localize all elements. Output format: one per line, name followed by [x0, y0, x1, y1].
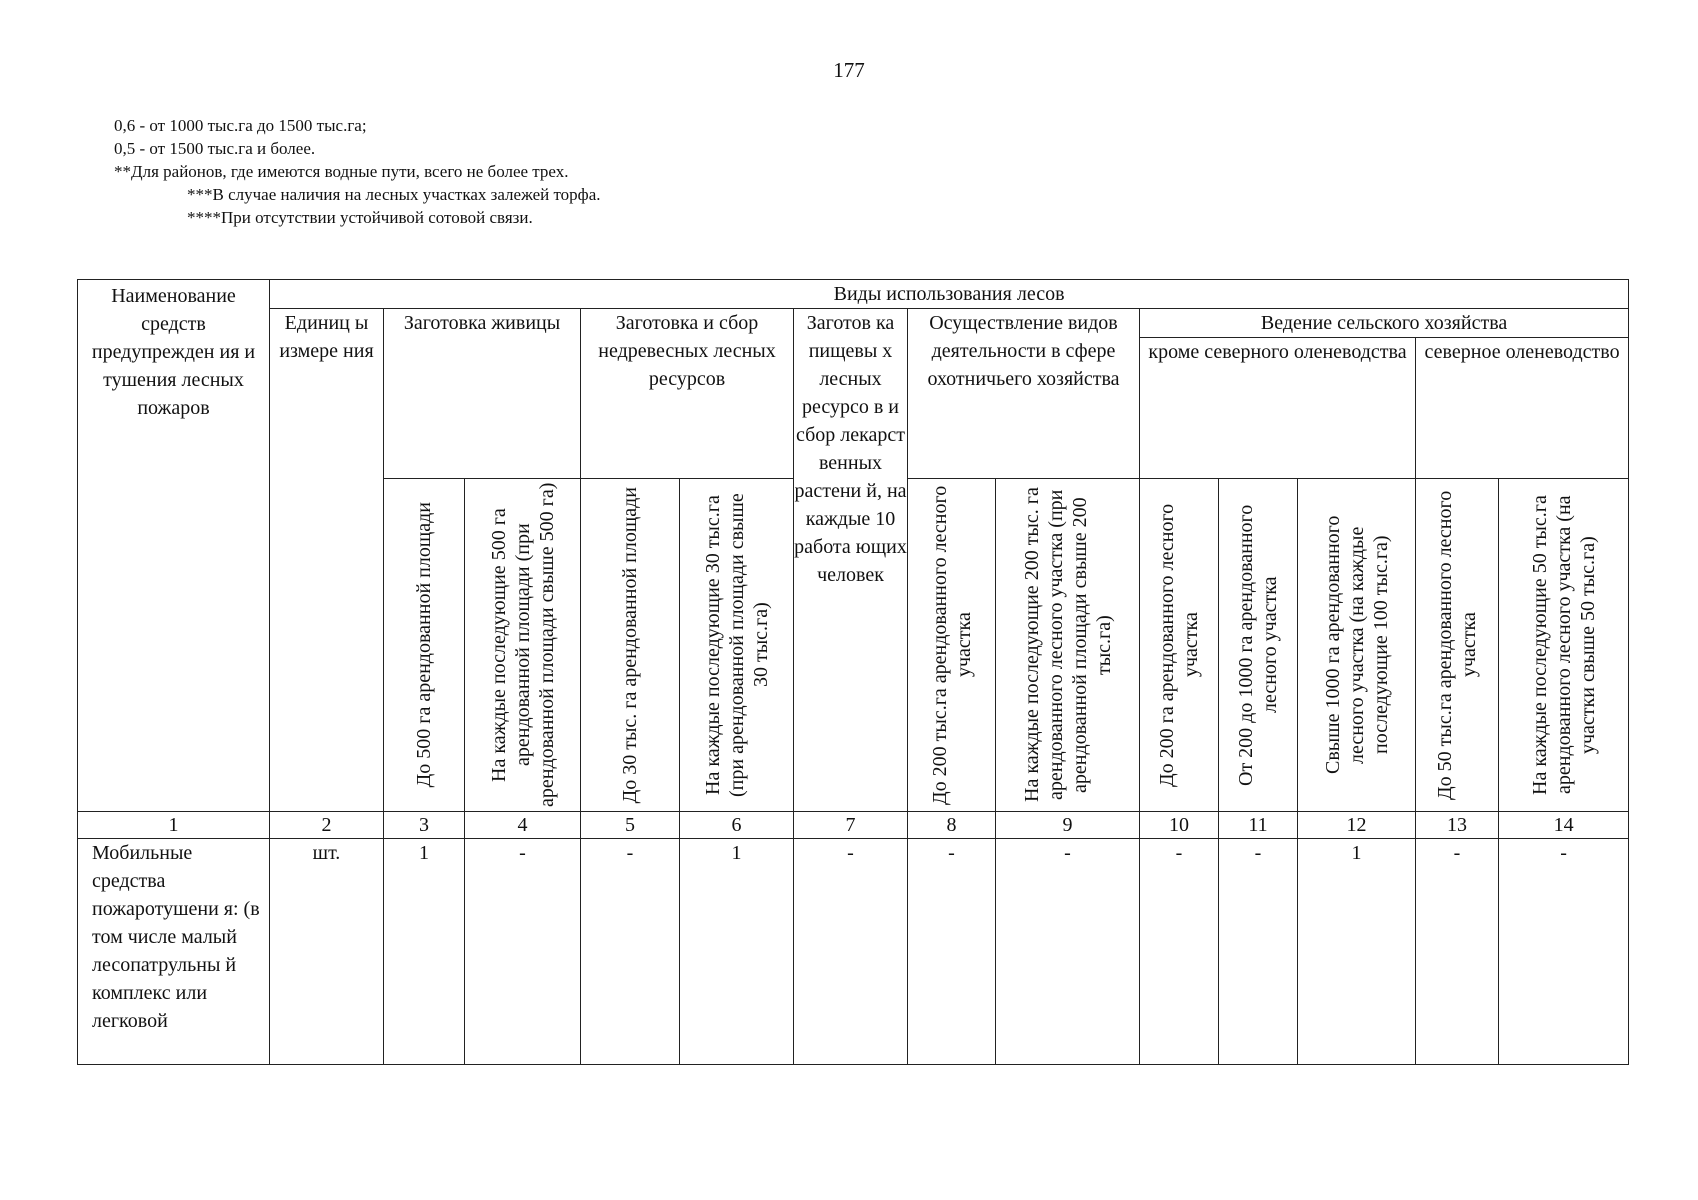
value-cell: 1 [384, 839, 465, 1065]
value-cell: - [908, 839, 996, 1065]
value-cell: - [1140, 839, 1219, 1065]
value-cell: - [581, 839, 680, 1065]
subheader-col-14: На каждые последующие 50 тыс.га арендованного лесного участка (на участки свыше 50 тыс.га) [1499, 479, 1629, 812]
page-number: 177 [833, 58, 865, 82]
subheader-col-10: До 200 га арендованного лесного участка [1140, 479, 1219, 812]
subheader-col-9: На каждые последующие 200 тыс. га арендованного лесного участка (при арендованной площади свыше 200 тыс.га) [996, 479, 1140, 812]
value-cell: - [1219, 839, 1298, 1065]
column-number: 1 [78, 812, 270, 839]
column-number: 10 [1140, 812, 1219, 839]
note-line: ***В случае наличия на лесных участках залежей торфа. [187, 185, 601, 204]
footnotes [114, 114, 601, 229]
note-line: 0,5 - от 1500 тыс.га и более. [114, 139, 316, 158]
table-row [78, 839, 1629, 1065]
unit-cell: шт. [270, 839, 384, 1065]
subheader-col-8: До 200 тыс.га арендованного лесного участка [908, 479, 996, 812]
header-hunting: Осуществление видов деятельности в сфере охотничьего хозяйства [908, 309, 1140, 479]
header-unit: Единиц ы измере ния [270, 309, 384, 812]
subheader-col-5: До 30 тыс. га арендованной площади [581, 479, 680, 812]
value-cell: - [996, 839, 1140, 1065]
value-cell: 1 [680, 839, 794, 1065]
header-reindeer-herding: северное оленеводство [1416, 338, 1629, 479]
column-number: 13 [1416, 812, 1499, 839]
header-food-resources: Заготов ка пищевы х лесных ресурсо в и сбор лекарст венных растени й, на каждые 10 работа ющих человек [794, 309, 908, 812]
value-cell: - [1416, 839, 1499, 1065]
column-number: 12 [1298, 812, 1416, 839]
column-number: 8 [908, 812, 996, 839]
subheader-col-13: До 50 тыс.га арендованного лесного участка [1416, 479, 1499, 812]
header-forest-use-types: Виды использования лесов [270, 280, 1629, 309]
column-number: 5 [581, 812, 680, 839]
equipment-name: Мобильные средства пожаротушени я: (в том числе малый лесопатрульны й комплекс или легковой [78, 839, 270, 1065]
subheader-col-4: На каждые последующие 500 га арендованной площади (при арендованной площади свыше 500 га) [465, 479, 581, 812]
header-resin-harvesting: Заготовка живицы [384, 309, 581, 479]
subheader-col-12: Свыше 1000 га арендованного лесного участка (на каждые последующие 100 тыс.га) [1298, 479, 1416, 812]
subheader-col-3: До 500 га арендованной площади [384, 479, 465, 812]
column-number: 11 [1219, 812, 1298, 839]
value-cell: - [1499, 839, 1629, 1065]
column-number: 3 [384, 812, 465, 839]
column-number-row [78, 812, 1629, 839]
column-number: 7 [794, 812, 908, 839]
value-cell: - [794, 839, 908, 1065]
column-number: 4 [465, 812, 581, 839]
column-number: 6 [680, 812, 794, 839]
column-number: 14 [1499, 812, 1629, 839]
value-cell: - [465, 839, 581, 1065]
header-equipment-name: Наименование средств предупрежден ия и тушения лесных пожаров [78, 280, 270, 812]
header-non-wood-resources: Заготовка и сбор недревесных лесных ресурсов [581, 309, 794, 479]
column-number: 2 [270, 812, 384, 839]
column-number: 9 [996, 812, 1140, 839]
header-except-reindeer: кроме северного оленеводства [1140, 338, 1416, 479]
header-agriculture: Ведение сельского хозяйства [1140, 309, 1629, 338]
note-line: **Для районов, где имеются водные пути, всего не более трех. [114, 162, 569, 181]
value-cell: 1 [1298, 839, 1416, 1065]
subheader-col-6: На каждые последующие 30 тыс.га (при арендованной площади свыше 30 тыс.га) [680, 479, 794, 812]
note-line: ****При отсутствии устойчивой сотовой связи. [187, 208, 533, 227]
subheader-col-11: От 200 до 1000 га арендованного лесного участка [1219, 479, 1298, 812]
note-line: 0,6 - от 1000 тыс.га до 1500 тыс.га; [114, 116, 367, 135]
fire-equipment-table [77, 279, 1629, 1065]
